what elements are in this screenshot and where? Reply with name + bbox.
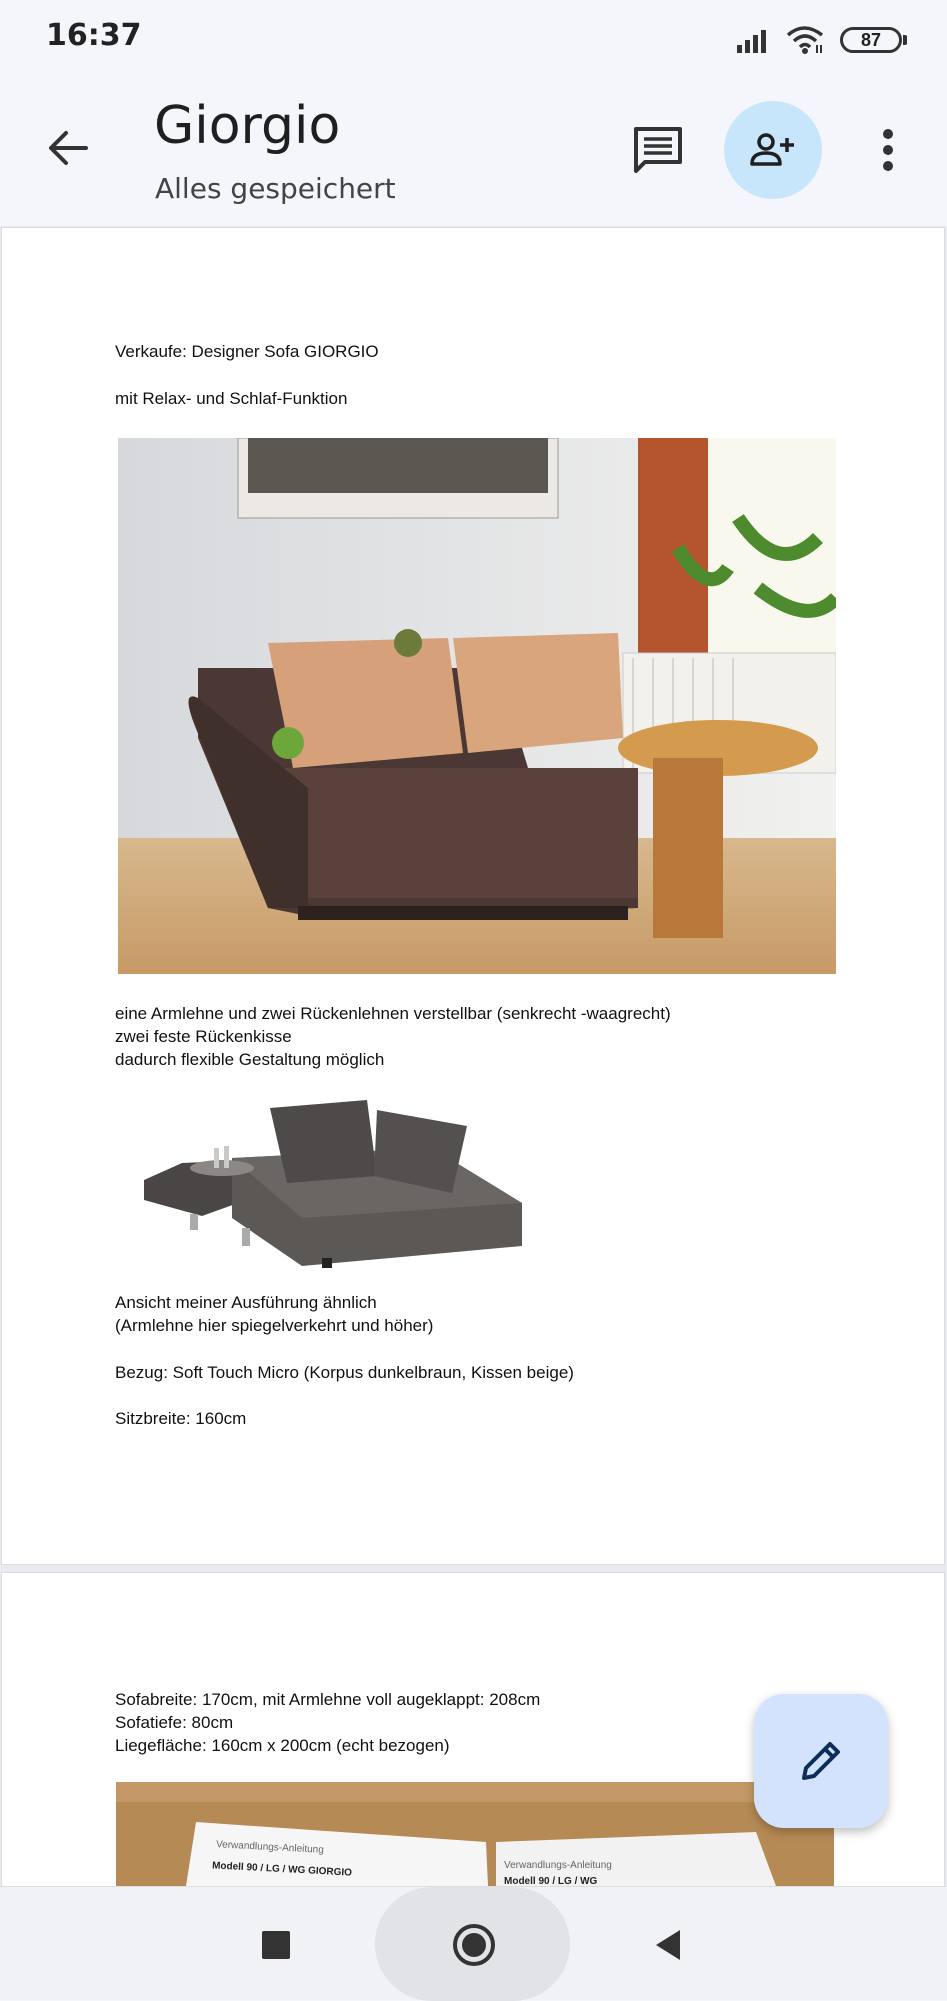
edit-pencil-icon bbox=[798, 1738, 844, 1784]
doc-line-flexible: dadurch flexible Gestaltung möglich bbox=[115, 1050, 385, 1069]
back-button[interactable] bbox=[38, 118, 98, 178]
doc-line-cushions: zwei feste Rückenkisse bbox=[115, 1027, 292, 1046]
manual-right-title: Modell 90 / LG / WG bbox=[504, 1876, 598, 1886]
manual-photo bbox=[116, 1782, 834, 1886]
back-triangle-icon bbox=[652, 1928, 684, 1962]
doc-line-ansicht: Ansicht meiner Ausführung ähnlich bbox=[115, 1293, 377, 1312]
status-bar bbox=[0, 0, 947, 76]
comment-icon bbox=[633, 126, 683, 174]
system-back-button[interactable] bbox=[640, 1917, 696, 1973]
save-status: Alles gespeichert bbox=[155, 172, 396, 205]
status-time: 16:37 bbox=[46, 18, 142, 53]
more-options-button[interactable] bbox=[862, 118, 914, 182]
recents-square-icon bbox=[260, 1929, 292, 1961]
doc-line-spiegelverkehrt: (Armlehne hier spiegelverkehrt und höher) bbox=[115, 1316, 434, 1335]
doc-line-heading: Verkaufe: Designer Sofa GIORGIO bbox=[115, 342, 379, 361]
sofa-photo bbox=[118, 438, 836, 974]
system-nav-bar bbox=[0, 1886, 947, 2000]
doc-line-sofatiefe: Sofatiefe: 80cm bbox=[115, 1713, 234, 1732]
wifi-icon bbox=[786, 25, 826, 55]
doc-line-armrest: eine Armlehne und zwei Rückenlehnen verstellbar (senkrecht -waagrecht) bbox=[115, 1004, 671, 1023]
battery-icon bbox=[840, 27, 907, 53]
signal-icon bbox=[736, 27, 772, 53]
document-canvas[interactable] bbox=[0, 226, 947, 1886]
edit-fab-button[interactable] bbox=[754, 1694, 888, 1828]
app-bar bbox=[0, 76, 947, 226]
home-circle-icon bbox=[451, 1922, 497, 1968]
doc-line-subheading: mit Relax- und Schlaf-Funktion bbox=[115, 389, 348, 408]
manual-right-small-text: Verwandlungs-Anleitung bbox=[504, 1860, 612, 1871]
share-button[interactable] bbox=[724, 101, 822, 199]
sofa-product-image bbox=[142, 1098, 532, 1273]
battery-level: 87 bbox=[840, 27, 902, 53]
recents-button[interactable] bbox=[248, 1917, 304, 1973]
doc-line-sofabreite: Sofabreite: 170cm, mit Armlehne voll augeklappt: 208cm bbox=[115, 1690, 541, 1709]
manual-left-title: Modell 90 / LG / WG GIORGIO bbox=[211, 1860, 353, 1879]
document-page-1 bbox=[1, 227, 945, 1565]
doc-line-sitzbreite: Sitzbreite: 160cm bbox=[115, 1409, 247, 1428]
document-title: Giorgio bbox=[154, 96, 341, 156]
more-vert-icon bbox=[882, 128, 894, 172]
comment-button[interactable] bbox=[626, 118, 690, 182]
doc-line-liegeflaeche: Liegefläche: 160cm x 200cm (echt bezogen) bbox=[115, 1736, 450, 1755]
doc-line-bezug: Bezug: Soft Touch Micro (Korpus dunkelbraun, Kissen beige) bbox=[115, 1363, 574, 1382]
back-arrow-icon bbox=[46, 128, 90, 168]
home-button[interactable] bbox=[446, 1917, 502, 1973]
manual-left-small-text: Verwandlungs-Anleitung bbox=[215, 1839, 325, 1856]
status-icons bbox=[736, 20, 907, 60]
add-person-icon bbox=[750, 132, 796, 168]
